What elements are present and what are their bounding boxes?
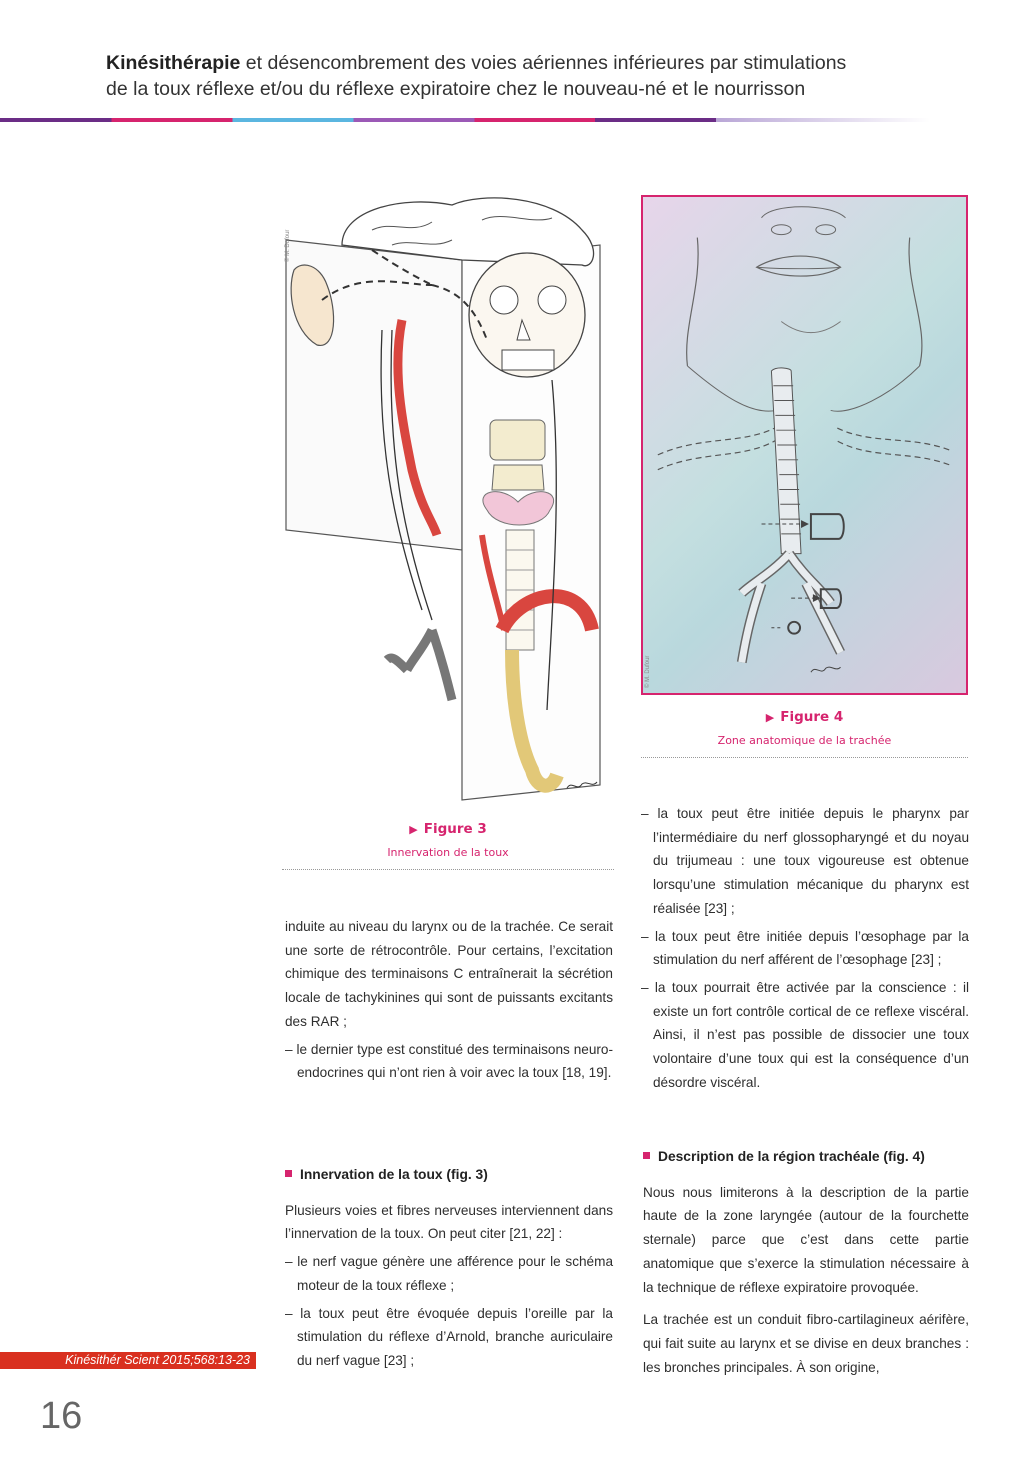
paragraph: Nous nous limiterons à la description de la partie haute de la zone laryngée (autour de la fourchette sternale) parce que c’est dans cette partie anatomique que s’exerce la stimulation nécessaire à la technique de réflexe expiratoire provoquée. <box>643 1184 969 1295</box>
list-item: – la toux peut être évoquée depuis l’oreille par la stimulation du réflexe d’Arnold, branche auriculaire du nerf vague [23] ; <box>285 1305 613 1368</box>
left-column-bottom <box>285 1163 613 1373</box>
header-line1-text: et désencombrement des voies aériennes inférieures par stimulations <box>240 52 847 74</box>
figure-4-label: Figure 4 <box>780 709 844 725</box>
caption-divider <box>282 869 614 870</box>
list-item: – le nerf vague génère une afférence pour le schéma moteur de la toux réflexe ; <box>285 1254 613 1293</box>
right-column-top <box>641 802 969 1094</box>
header-bold: Kinésithérapie <box>106 52 241 74</box>
figure-4-title: Zone anatomique de la trachée <box>717 734 892 747</box>
caption-divider <box>641 757 968 758</box>
section-heading <box>285 1163 613 1187</box>
list-item: – la toux pourrait être activée par la conscience : il existe un fort contrôle cortical de ce reflexe viscéral. Ainsi, il n’est pas possible de dissocier une toux volontaire d’une toux qui est la conséquence d’un désordre viscéral. <box>641 979 969 1090</box>
paragraph: induite au niveau du larynx ou de la trachée. Ce serait une sorte de rétrocontrôle. Pour certains, l’excitation chimique des terminaisons C entraînerait la sécrétion locale de tachykinines qui sont de puissants excitants des RAR ; <box>285 919 613 1029</box>
figure-3-illustration <box>282 190 614 810</box>
square-bullet-icon <box>285 1170 292 1177</box>
figure-3-title: Innervation de la toux <box>387 846 509 859</box>
page-number: 16 <box>40 1395 83 1437</box>
innervation-drawing <box>282 190 614 810</box>
trachea-drawing <box>643 197 966 693</box>
triangle-icon: ▶ <box>409 823 418 836</box>
list-item: – le dernier type est constitué des terminaisons neuro-endocrines qui n’ont rien à voir avec la toux [18, 19]. <box>285 1041 613 1081</box>
triangle-icon: ▶ <box>765 711 775 724</box>
header-line-2: de la toux réflexe et/ou du réflexe expiratoire chez le nouveau-né et le nourrisson <box>106 78 806 100</box>
square-bullet-icon <box>643 1152 650 1159</box>
right-column-bottom <box>643 1145 969 1379</box>
paragraph: Plusieurs voies et fibres nerveuses interviennent dans l’innervation de la toux. On peut citer [21, 22] : <box>285 1202 613 1242</box>
figure-3-credit: © M. Dufour <box>285 229 291 262</box>
running-header <box>106 50 986 102</box>
figure-3-label: Figure 3 <box>423 821 487 837</box>
figure-3-caption <box>282 821 614 870</box>
list-item: – la toux peut être initiée depuis le pharynx par l’intermédiaire du nerf glossopharyngé et du noyau du trijumeau : une toux vigoureuse est obtenue lorsqu’une stimulation mécanique du pharynx est réalisée [23] ; <box>641 806 969 916</box>
left-column-top <box>285 915 613 1085</box>
header-rule <box>0 118 930 122</box>
section-heading-text: Description de la région trachéale (fig. 4) <box>658 1149 925 1164</box>
section-heading-text: Innervation de la toux (fig. 3) <box>300 1167 488 1182</box>
figure-4-credit: © M. Dufour <box>645 655 651 688</box>
section-heading <box>643 1145 969 1169</box>
figure-3-number <box>282 821 614 837</box>
list-item: – la toux peut être initiée depuis l’œsophage par la stimulation du nerf afférent de l’œsophage [23] ; <box>641 928 969 968</box>
figure-4-number <box>641 709 968 725</box>
paragraph: La trachée est un conduit fibro-cartilagineux aérifère, qui fait suite au larynx et se divise en deux branches : les bronches principales. À son origine, <box>643 1312 969 1375</box>
figure-4-illustration <box>641 195 968 695</box>
journal-reference: Kinésithér Scient 2015;568:13-23 <box>0 1352 256 1369</box>
figure-4-caption <box>641 709 968 758</box>
header-line-1 <box>106 50 986 76</box>
